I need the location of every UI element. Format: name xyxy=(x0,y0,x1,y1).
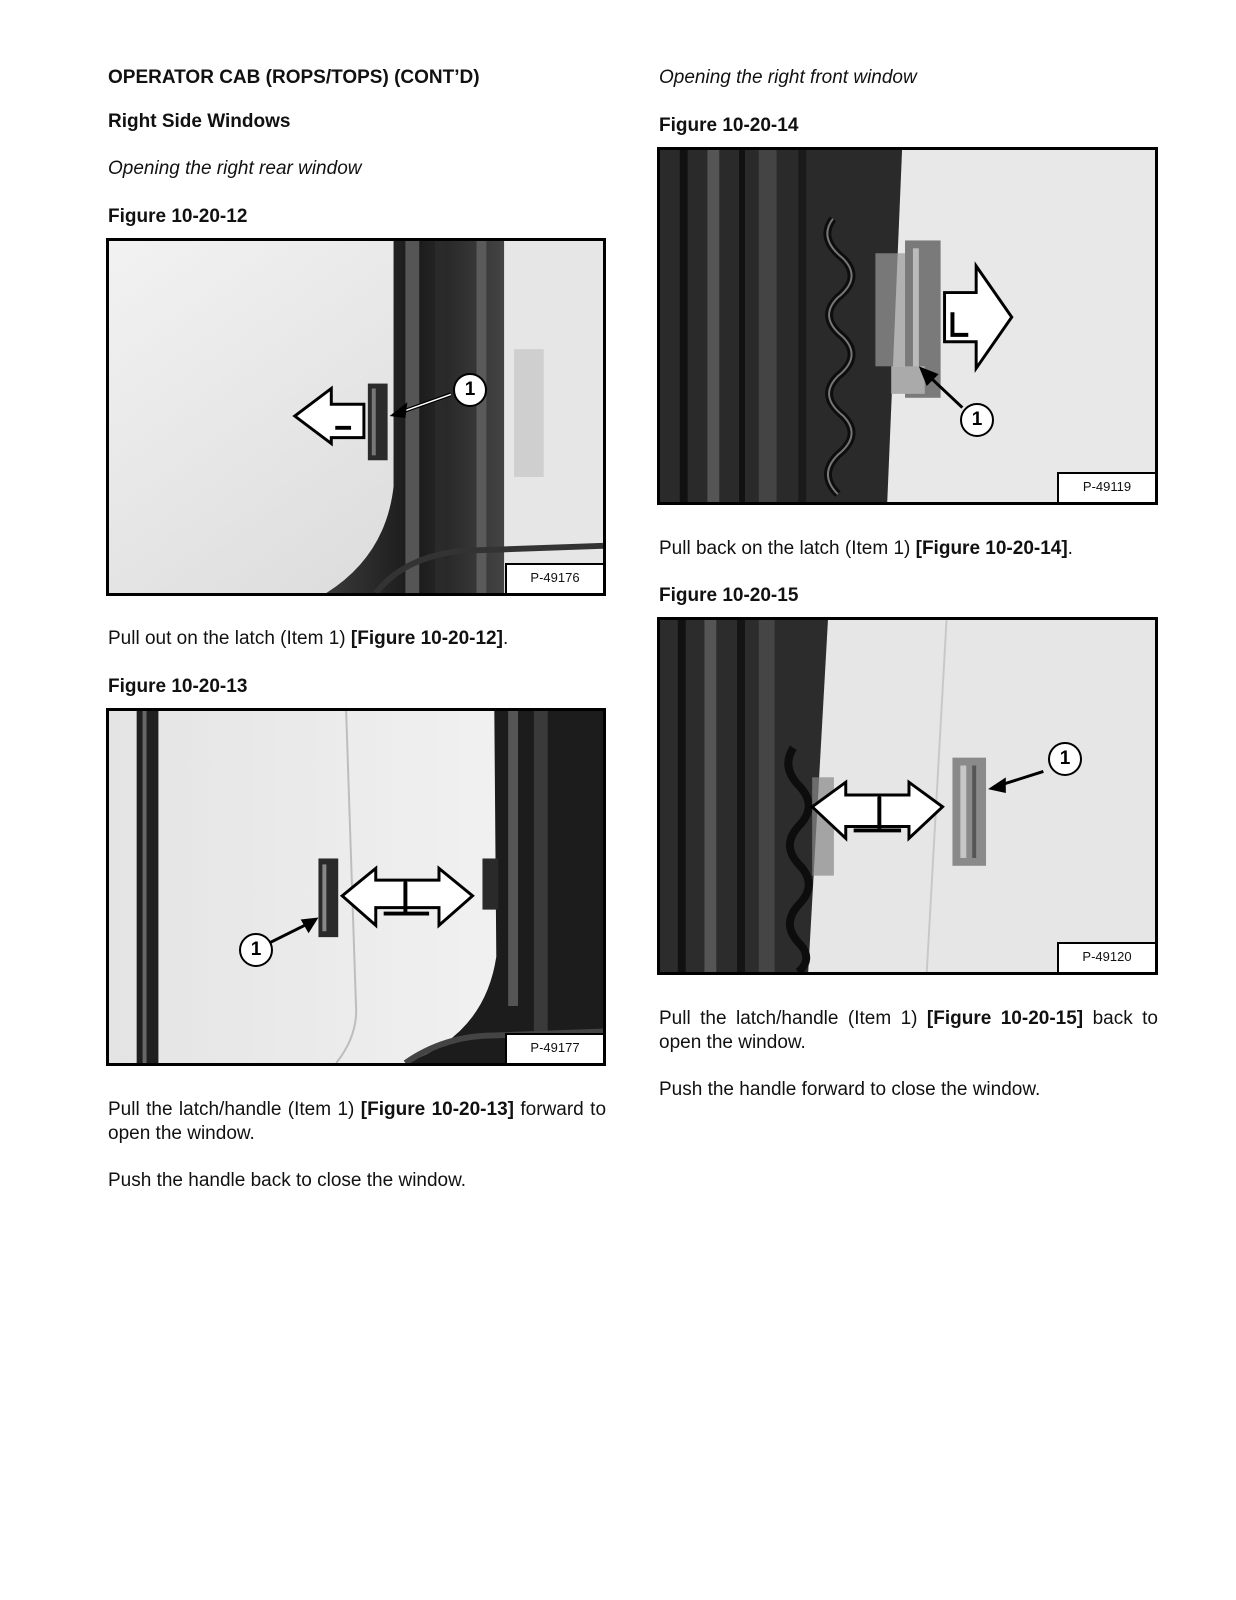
figure-14-caption: Figure 10-20-14 xyxy=(659,115,799,136)
figure-14-photo xyxy=(657,147,1158,505)
page-heading: OPERATOR CAB (ROPS/TOPS) (CONT’D) xyxy=(108,67,480,88)
rear-window-intro: Opening the right rear window xyxy=(108,158,362,179)
figure-13-instruction: Pull the latch/handle (Item 1) [Figure 10-20-13] forward to open the window. xyxy=(108,1099,607,1144)
photo-number: P-49176 xyxy=(505,563,603,593)
callout-item-1: 1 xyxy=(960,403,994,437)
figure-15-caption: Figure 10-20-15 xyxy=(659,585,799,606)
front-window-handle-photo xyxy=(660,620,1155,972)
rear-window-latch-photo xyxy=(109,241,603,593)
photo-number: P-49177 xyxy=(505,1033,603,1063)
callout-item-1: 1 xyxy=(239,933,273,967)
figure-15-photo xyxy=(657,617,1158,975)
rear-window-handle-photo xyxy=(109,711,603,1063)
figure-13-caption: Figure 10-20-13 xyxy=(108,676,248,697)
photo-number: P-49119 xyxy=(1057,472,1155,502)
section-subheading: Right Side Windows xyxy=(108,111,291,132)
front-close-instruction: Push the handle forward to close the window. xyxy=(659,1079,1041,1100)
rear-close-instruction: Push the handle back to close the window. xyxy=(108,1170,467,1191)
front-window-intro: Opening the right front window xyxy=(659,67,917,88)
figure-12-caption: Figure 10-20-12 xyxy=(108,206,248,227)
photo-number: P-49120 xyxy=(1057,942,1155,972)
figure-13-photo xyxy=(106,708,606,1066)
figure-14-instruction: Pull back on the latch (Item 1) [Figure 10-20-14]. xyxy=(659,538,1073,559)
figure-15-instruction: Pull the latch/handle (Item 1) [Figure 10-20-15] back to open the window. xyxy=(659,1008,1158,1053)
callout-item-1: 1 xyxy=(1048,742,1082,776)
figure-12-photo xyxy=(106,238,606,596)
front-window-latch-photo xyxy=(660,150,1155,502)
callout-item-1: 1 xyxy=(453,373,487,407)
figure-12-instruction: Pull out on the latch (Item 1) [Figure 10-20-12]. xyxy=(108,628,509,649)
